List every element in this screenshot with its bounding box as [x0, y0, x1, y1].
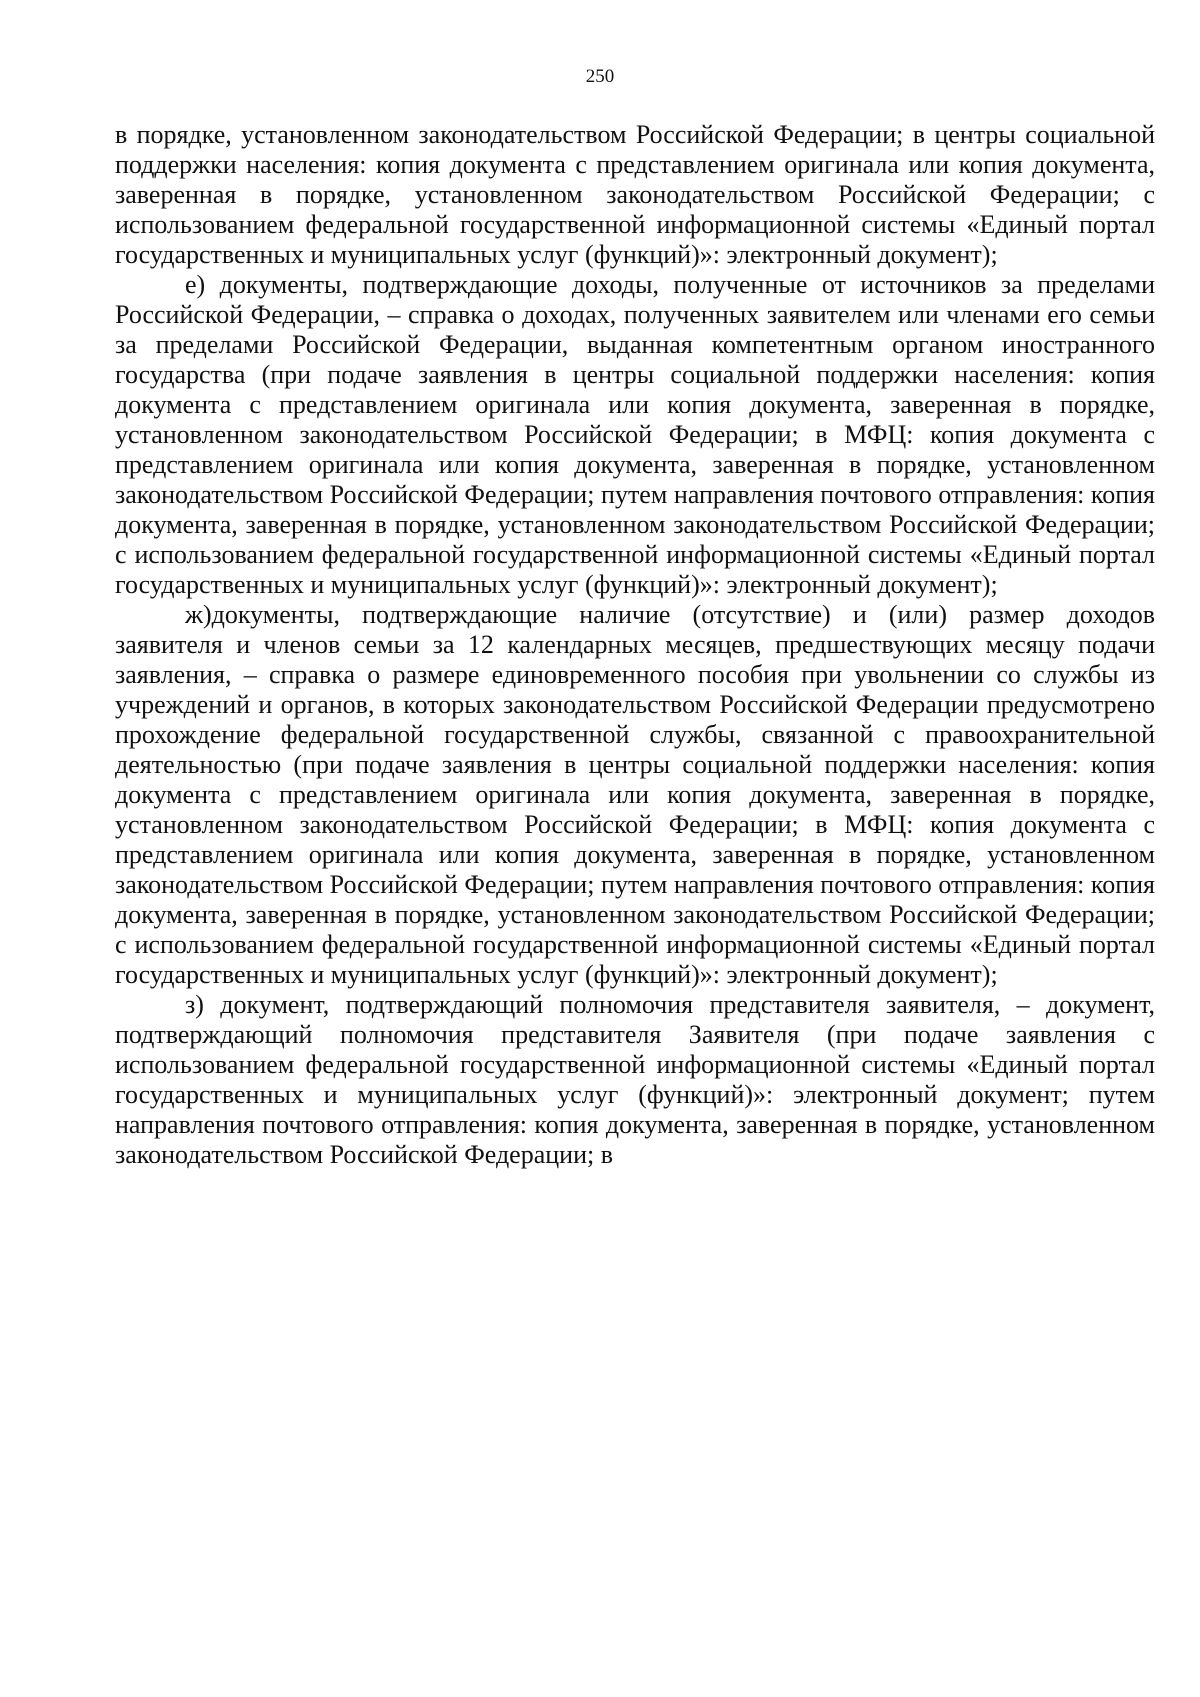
paragraph-item-e: е) документы, подтверждающие доходы, полученные от источников за пределами Российской Федерации, – справка о доходах, полученных заявителем или членами его семьи за пределами Российской Федерации, выданная компетентным органом иностранного государства (при подаче заявления в центры социальной поддержки населения: копия документа с представлением оригинала или копия документа, заверенная в порядке, установленном законодательством Российской Федерации; в МФЦ: копия документа с представлением оригинала или копия документа, заверенная в порядке, установленном законодательством Российской Федерации; путем направления почтового отправления: копия документа, заверенная в порядке, установленном законодательством Российской Федерации; с использованием федеральной государственной информационной системы «Единый портал государственных и муниципальных услуг (функций)»: электронный документ);: [115, 270, 1155, 599]
paragraph-item-zh: ж)документы, подтверждающие наличие (отсутствие) и (или) размер доходов заявителя и членов семьи за 12 календарных месяцев, предшествующих месяцу подачи заявления, – справка о размере единовременного пособия при увольнении со службы из учреждений и органов, в которых законодательством Российской Федерации предусмотрено прохождение федеральной государственной службы, связанной с правоохранительной деятельностью (при подаче заявления в центры социальной поддержки населения: копия документа с представлением оригинала или копия документа, заверенная в порядке, установленном законодательством Российской Федерации; в МФЦ: копия документа с представлением оригинала или копия документа, заверенная в порядке, установленном законодательством Российской Федерации; путем направления почтового отправления: копия документа, заверенная в порядке, установленном законодательством Российской Федерации; с использованием федеральной государственной информационной системы «Единый портал государственных и муниципальных услуг (функций)»: электронный документ);: [115, 600, 1155, 989]
document-body: [115, 120, 1155, 1170]
paragraph-item-z: з) документ, подтверждающий полномочия представителя заявителя, – документ, подтверждающий полномочия представителя Заявителя (при подаче заявления с использованием федеральной государственной информационной системы «Единый портал государственных и муниципальных услуг (функций)»: электронный документ; путем направления почтового отправления: копия документа, заверенная в порядке, установленном законодательством Российской Федерации; в: [115, 990, 1155, 1169]
paragraph-continuation: в порядке, установленном законодательством Российской Федерации; в центры социальной поддержки населения: копия документа с представлением оригинала или копия документа, заверенная в порядке, установленном законодательством Российской Федерации; с использованием федеральной государственной информационной системы «Единый портал государственных и муниципальных услуг (функций)»: электронный документ);: [115, 120, 1155, 269]
page-number: 250: [585, 66, 615, 87]
